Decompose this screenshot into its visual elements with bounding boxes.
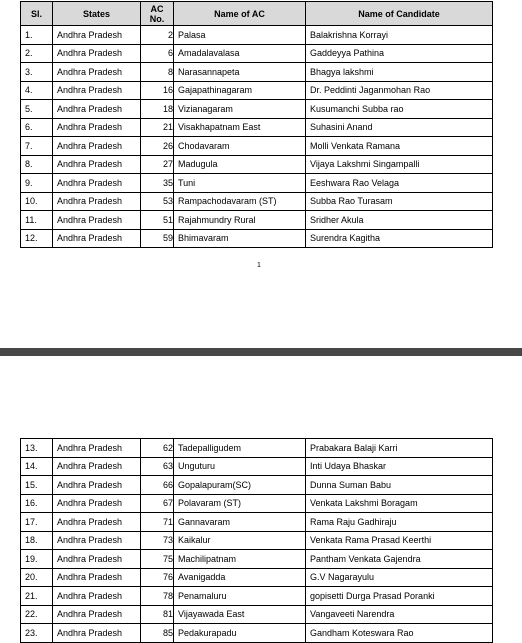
cell-ac-name: Vijayawada East [174,605,306,624]
cell-sl: 2. [21,44,53,63]
cell-state: Andhra Pradesh [53,44,141,63]
cell-sl: 5. [21,100,53,119]
table-row [21,624,493,643]
cell-sl: 14. [21,457,53,476]
cell-candidate: G.V Nagarayulu [306,568,493,587]
cell-sl: 11. [21,211,53,230]
cell-candidate: Inti Udaya Bhaskar [306,457,493,476]
cell-ac-no: 71 [141,513,174,532]
table-row [21,550,493,569]
cell-state: Andhra Pradesh [53,439,141,458]
cell-sl: 17. [21,513,53,532]
cell-ac-name: Machilipatnam [174,550,306,569]
cell-sl: 13. [21,439,53,458]
table-row [21,229,493,248]
cell-sl: 6. [21,118,53,137]
cell-ac-name: Rajahmundry Rural [174,211,306,230]
cell-sl: 15. [21,476,53,495]
table-row [21,192,493,211]
cell-ac-name: Kaikalur [174,531,306,550]
table-row [21,587,493,606]
table-row [21,174,493,193]
cell-ac-name: Visakhapatnam East [174,118,306,137]
cell-candidate: Dr. Peddinti Jaganmohan Rao [306,81,493,100]
cell-state: Andhra Pradesh [53,457,141,476]
cell-candidate: Eeshwara Rao Velaga [306,174,493,193]
header-candidate: Name of Candidate [306,2,493,26]
cell-sl: 3. [21,63,53,82]
cell-state: Andhra Pradesh [53,118,141,137]
cell-ac-no: 35 [141,174,174,193]
cell-candidate: Surendra Kagitha [306,229,493,248]
cell-ac-name: Polavaram (ST) [174,494,306,513]
cell-state: Andhra Pradesh [53,587,141,606]
table-row [21,513,493,532]
cell-ac-no: 75 [141,550,174,569]
cell-state: Andhra Pradesh [53,192,141,211]
cell-ac-name: Palasa [174,26,306,45]
cell-ac-name: Gopalapuram(SC) [174,476,306,495]
header-states: States [53,2,141,26]
cell-ac-name: Bhimavaram [174,229,306,248]
cell-ac-name: Chodavaram [174,137,306,156]
cell-ac-name: Tadepalligudem [174,439,306,458]
header-ac-no-line1: AC [150,3,164,14]
header-sl: Sl. [21,2,53,26]
cell-ac-name: Rampachodavaram (ST) [174,192,306,211]
cell-state: Andhra Pradesh [53,513,141,532]
cell-candidate: Subba Rao Turasam [306,192,493,211]
table-row [21,605,493,624]
cell-ac-name: Tuni [174,174,306,193]
cell-ac-no: 73 [141,531,174,550]
cell-ac-name: Pedakurapadu [174,624,306,643]
cell-sl: 19. [21,550,53,569]
table-row [21,63,493,82]
page-separator [0,348,522,356]
cell-ac-no: 76 [141,568,174,587]
cell-ac-no: 66 [141,476,174,495]
cell-state: Andhra Pradesh [53,211,141,230]
header-ac-no-line2: No. [149,13,165,24]
cell-ac-name: Madugula [174,155,306,174]
table-row [21,26,493,45]
candidates-table-page-1 [20,1,493,248]
cell-ac-no: 8 [141,63,174,82]
cell-candidate: Vijaya Lakshmi Singampalli [306,155,493,174]
cell-ac-name: Gannavaram [174,513,306,532]
header-ac-no [141,2,174,26]
page-number: 1 [257,262,261,269]
cell-state: Andhra Pradesh [53,624,141,643]
cell-candidate: Gaddeyya Pathina [306,44,493,63]
cell-ac-name: Unguturu [174,457,306,476]
cell-ac-no: 81 [141,605,174,624]
cell-ac-name: Narasannapeta [174,63,306,82]
cell-candidate: Prabakara Balaji Karri [306,439,493,458]
table-row [21,137,493,156]
header-ac-name: Name of AC [174,2,306,26]
cell-candidate: Suhasini Anand [306,118,493,137]
table-row [21,211,493,230]
cell-ac-no: 67 [141,494,174,513]
cell-ac-no: 6 [141,44,174,63]
cell-state: Andhra Pradesh [53,174,141,193]
cell-ac-no: 26 [141,137,174,156]
cell-state: Andhra Pradesh [53,605,141,624]
cell-state: Andhra Pradesh [53,568,141,587]
table-row [21,457,493,476]
cell-sl: 4. [21,81,53,100]
cell-ac-name: Avanigadda [174,568,306,587]
cell-candidate: Bhagya lakshmi [306,63,493,82]
cell-state: Andhra Pradesh [53,550,141,569]
cell-state: Andhra Pradesh [53,229,141,248]
cell-candidate: Kusumanchi Subba rao [306,100,493,119]
table-row [21,155,493,174]
cell-ac-name: Amadalavalasa [174,44,306,63]
cell-state: Andhra Pradesh [53,155,141,174]
cell-sl: 12. [21,229,53,248]
cell-candidate: Venkata Lakshmi Boragam [306,494,493,513]
table-header-row [21,2,493,26]
cell-ac-name: Penamaluru [174,587,306,606]
cell-candidate: Venkata Rama Prasad Keerthi [306,531,493,550]
table-row [21,100,493,119]
cell-ac-no: 85 [141,624,174,643]
cell-ac-no: 63 [141,457,174,476]
cell-ac-no: 27 [141,155,174,174]
cell-candidate: Pantham Venkata Gajendra [306,550,493,569]
table-row [21,568,493,587]
table-row [21,439,493,458]
table-row [21,531,493,550]
cell-candidate: Vangaveeti Narendra [306,605,493,624]
cell-ac-name: Vizianagaram [174,100,306,119]
cell-candidate: gopisetti Durga Prasad Poranki [306,587,493,606]
cell-sl: 9. [21,174,53,193]
candidates-table-page-2 [20,438,493,643]
cell-sl: 18. [21,531,53,550]
table-row [21,494,493,513]
table-row [21,118,493,137]
cell-candidate: Rama Raju Gadhiraju [306,513,493,532]
cell-state: Andhra Pradesh [53,137,141,156]
cell-sl: 10. [21,192,53,211]
cell-candidate: Dunna Suman Babu [306,476,493,495]
cell-state: Andhra Pradesh [53,494,141,513]
cell-state: Andhra Pradesh [53,81,141,100]
cell-sl: 20. [21,568,53,587]
cell-ac-no: 21 [141,118,174,137]
cell-sl: 1. [21,26,53,45]
table-row [21,81,493,100]
cell-state: Andhra Pradesh [53,63,141,82]
cell-ac-no: 51 [141,211,174,230]
cell-ac-no: 18 [141,100,174,119]
cell-state: Andhra Pradesh [53,100,141,119]
cell-ac-no: 62 [141,439,174,458]
cell-candidate: Balakrishna Korrayi [306,26,493,45]
cell-ac-no: 53 [141,192,174,211]
cell-ac-name: Gajapathinagaram [174,81,306,100]
cell-candidate: Molli Venkata Ramana [306,137,493,156]
cell-sl: 16. [21,494,53,513]
cell-ac-no: 59 [141,229,174,248]
cell-state: Andhra Pradesh [53,476,141,495]
cell-ac-no: 16 [141,81,174,100]
cell-state: Andhra Pradesh [53,26,141,45]
cell-sl: 8. [21,155,53,174]
cell-state: Andhra Pradesh [53,531,141,550]
cell-ac-no: 2 [141,26,174,45]
table-row [21,476,493,495]
cell-sl: 7. [21,137,53,156]
cell-sl: 22. [21,605,53,624]
cell-candidate: Sridher Akula [306,211,493,230]
table-row [21,44,493,63]
cell-sl: 23. [21,624,53,643]
cell-sl: 21. [21,587,53,606]
cell-ac-no: 78 [141,587,174,606]
cell-candidate: Gandham Koteswara Rao [306,624,493,643]
